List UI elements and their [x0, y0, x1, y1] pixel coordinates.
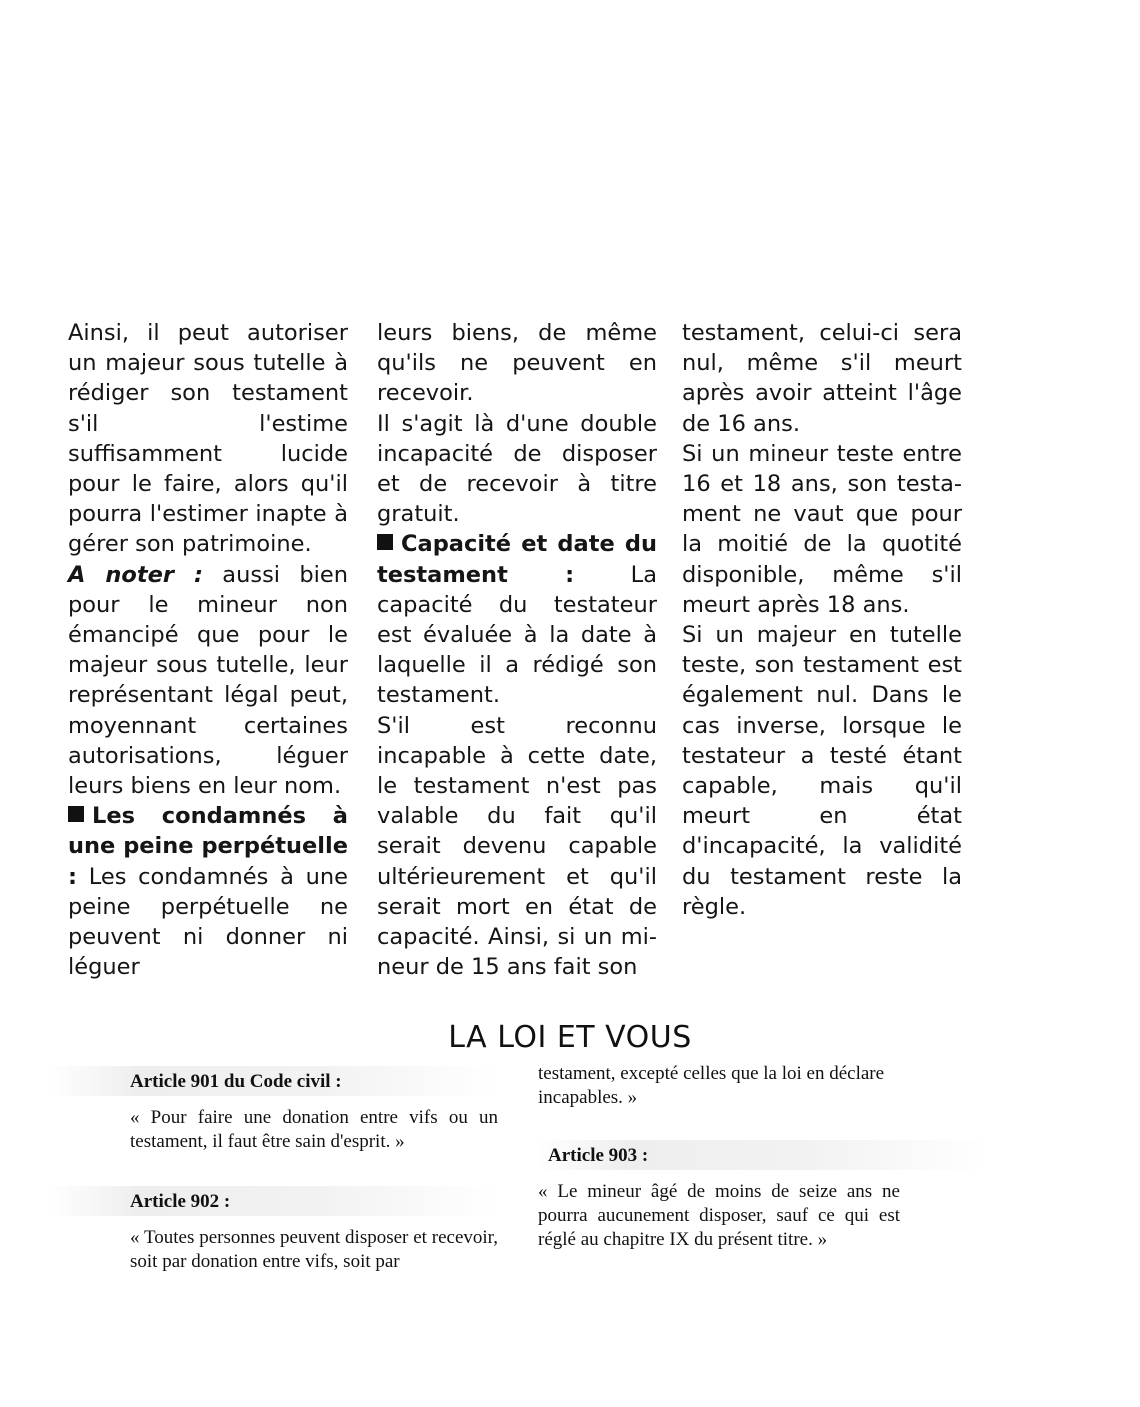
- section-paragraph: [68, 801, 348, 982]
- section-paragraph: [377, 529, 657, 710]
- column-1: [68, 318, 348, 982]
- bullet-square-icon: [68, 806, 84, 822]
- paragraph: Si un majeur en tutelle teste, son testament est également nul. Dans le cas inverse, lorsque le testateur a testé étant capable, mais qu'il meurt en état d'incapacité, la validité du testament reste la règle.: [682, 622, 962, 920]
- article-header-band: [538, 1140, 988, 1170]
- note-lead: A noter :: [68, 561, 203, 588]
- article-text: « Le mineur âgé de moins de seize ans ne pourra aucunement disposer, sauf ce qui est réglé au chapitre IX du présent titre. »: [538, 1181, 900, 1250]
- article-text: « Toutes personnes peuvent disposer et recevoir, soit par donation entre vifs, soit par: [130, 1227, 498, 1272]
- section-text: La capacité du testateur est évaluée à la date à laquelle il a rédigé son testament.: [377, 561, 657, 709]
- article-header-band: [48, 1066, 498, 1096]
- article-text: testament, excepté celles que la loi en déclare incapables. »: [538, 1063, 885, 1108]
- article-901: [48, 1066, 498, 1154]
- article-title: Article 901 du Code civil :: [130, 1071, 342, 1092]
- section-text: Les condamnés à une peine perpétuelle ne peuvent ni donner ni léguer: [68, 863, 348, 981]
- paragraph: leurs biens, de même qu'ils ne peuvent en recevoir.: [377, 320, 657, 407]
- article-title: Article 902 :: [130, 1191, 231, 1212]
- bullet-square-icon: [377, 534, 393, 550]
- paragraph: Ainsi, il peut autoriser un majeur sous tutelle à rédiger son testament s'il l'estime suffisamment lucide pour le faire, alors qu'il pourra l'estimer inapte à gérer son patrimoine.: [68, 320, 348, 558]
- paragraph: testament, celui-ci sera nul, même s'il meurt après avoir atteint l'âge de 16 ans.: [682, 320, 962, 437]
- article-902-continued: [538, 1062, 898, 1110]
- article-header-band: [48, 1186, 498, 1216]
- law-section-title: LA LOI ET VOUS: [448, 1020, 692, 1055]
- paragraph: Si un mineur teste entre 16 et 18 ans, son testament ne vaut que pour la moitié de la quotité disponible, même s'il meurt après 18 ans.: [682, 440, 962, 618]
- column-2: [377, 318, 657, 982]
- article-text: « Pour faire une donation entre vifs ou un testament, il faut être sain d'esprit. »: [130, 1107, 498, 1152]
- column-3: [682, 318, 962, 922]
- note-paragraph: [68, 560, 348, 802]
- section-heading: Capacité et date du testament :: [377, 531, 657, 588]
- article-903: [538, 1140, 988, 1252]
- section-heading: Les condamnés à une peine perpétuelle :: [68, 803, 348, 890]
- article-902: [48, 1186, 498, 1274]
- paragraph: Il s'agit là d'une double incapacité de disposer et de recevoir à titre gratuit.: [377, 410, 657, 528]
- article-title: Article 903 :: [548, 1145, 649, 1166]
- paragraph: S'il est reconnu incapable à cette date, le testament n'est pas valable du fait qu'il serait devenu capable ultérieurement et qu'il serait mort en état de capacité. Ainsi, si un mineur de 15 ans fait son: [377, 712, 657, 981]
- note-text: aussi bien pour le mineur non émancipé que pour le majeur sous tutelle, leur représentant légal peut, moyennant certaines autorisations, léguer leurs biens en leur nom.: [68, 561, 349, 800]
